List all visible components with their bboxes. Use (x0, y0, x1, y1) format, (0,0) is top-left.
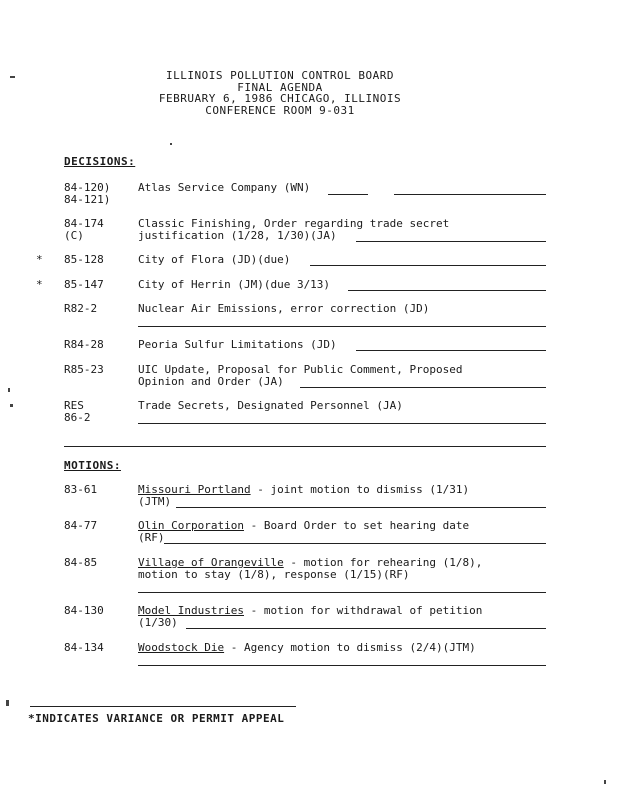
scan-speck (8, 388, 10, 392)
motion-text-line2: (RF) (138, 531, 165, 544)
decision-code: R82-2 (64, 302, 98, 315)
blank-line (300, 387, 546, 388)
decision-text: Peoria Sulfur Limitations (JD) (138, 338, 337, 351)
variance-marker: * (36, 253, 43, 266)
scan-speck (10, 76, 15, 78)
decision-text: Trade Secrets, Designated Personnel (JA) (138, 399, 403, 412)
blank-line (138, 423, 546, 424)
decision-text: City of Flora (JD)(due) (138, 253, 291, 266)
party-name: Olin Corporation (138, 519, 244, 532)
blank-line (356, 241, 546, 242)
decision-text: Opinion and Order (JA) (138, 375, 284, 388)
scan-speck (170, 143, 172, 145)
blank-line (64, 446, 546, 447)
decision-code: 85-147 (64, 278, 104, 291)
motion-description: - joint motion to dismiss (1/31) (250, 483, 470, 496)
decision-code: 86-2 (64, 411, 91, 424)
decision-text: City of Herrin (JM)(due 3/13) (138, 278, 331, 291)
party-name: Woodstock Die (138, 641, 225, 654)
blank-line (356, 350, 546, 351)
decision-text: Atlas Service Company (WN) (138, 181, 311, 194)
scan-speck (6, 700, 9, 706)
party-name: Model Industries (138, 604, 244, 617)
decision-text: Classic Finishing, Order regarding trade secret (138, 217, 450, 230)
agenda-title: FINAL AGENDA (237, 80, 323, 94)
motion-text-line2: (JTM) (138, 495, 172, 508)
scan-speck (10, 404, 13, 407)
variance-marker: * (36, 278, 43, 291)
motion-description: - Agency motion to dismiss (2/4)(JTM) (224, 641, 476, 654)
motion-code: 84-130 (64, 604, 104, 617)
motion-code: 84-134 (64, 641, 104, 654)
meeting-date-location: FEBRUARY 6, 1986 CHICAGO, ILLINOIS (158, 92, 402, 105)
decision-code: 84-120) (64, 181, 111, 194)
blank-line (138, 326, 546, 327)
motion-text (138, 520, 469, 532)
motion-description: - motion for rehearing (1/8), (283, 556, 483, 569)
blank-line (164, 543, 546, 544)
motion-text (138, 605, 482, 617)
blank-line (310, 265, 546, 266)
motion-text-line2: (1/30) (138, 616, 178, 629)
motion-description: - motion for withdrawal of petition (243, 604, 483, 617)
meeting-room: CONFERENCE ROOM 9-031 (205, 103, 355, 117)
decisions-heading: DECISIONS: (64, 155, 136, 168)
motion-description: - Board Order to set hearing date (243, 519, 470, 532)
decision-code: R85-23 (64, 363, 104, 376)
agenda-header (0, 70, 560, 116)
footer-rule (30, 706, 296, 707)
decision-code: RES (64, 399, 84, 412)
decision-code: 84-174 (64, 217, 104, 230)
party-name: Missouri Portland (138, 483, 251, 496)
motion-text (138, 484, 469, 496)
motion-text (138, 642, 476, 654)
blank-line (176, 507, 546, 508)
blank-line (394, 194, 546, 195)
blank-line (328, 194, 368, 195)
blank-line (138, 665, 546, 666)
decision-code: R84-28 (64, 338, 104, 351)
party-name: Village of Orangeville (138, 556, 284, 569)
motion-code: 83-61 (64, 483, 98, 496)
motion-code: 84-85 (64, 556, 98, 569)
blank-line (138, 592, 546, 593)
motion-code: 84-77 (64, 519, 98, 532)
blank-line (348, 290, 546, 291)
decision-code: (C) (64, 229, 84, 242)
decision-code: 84-121) (64, 193, 111, 206)
decision-text: Nuclear Air Emissions, error correction (JD) (138, 302, 430, 315)
board-name: ILLINOIS POLLUTION CONTROL BOARD (166, 69, 394, 82)
footnote: *INDICATES VARIANCE OR PERMIT APPEAL (28, 712, 285, 725)
decision-code: 85-128 (64, 253, 104, 266)
decision-text: justification (1/28, 1/30)(JA) (138, 229, 337, 242)
motion-text-line2: motion to stay (1/8), response (1/15)(RF) (138, 568, 410, 581)
scan-speck (604, 780, 606, 784)
decision-text: UIC Update, Proposal for Public Comment, Proposed (138, 363, 463, 376)
motions-heading: MOTIONS: (64, 459, 121, 472)
blank-line (186, 628, 546, 629)
